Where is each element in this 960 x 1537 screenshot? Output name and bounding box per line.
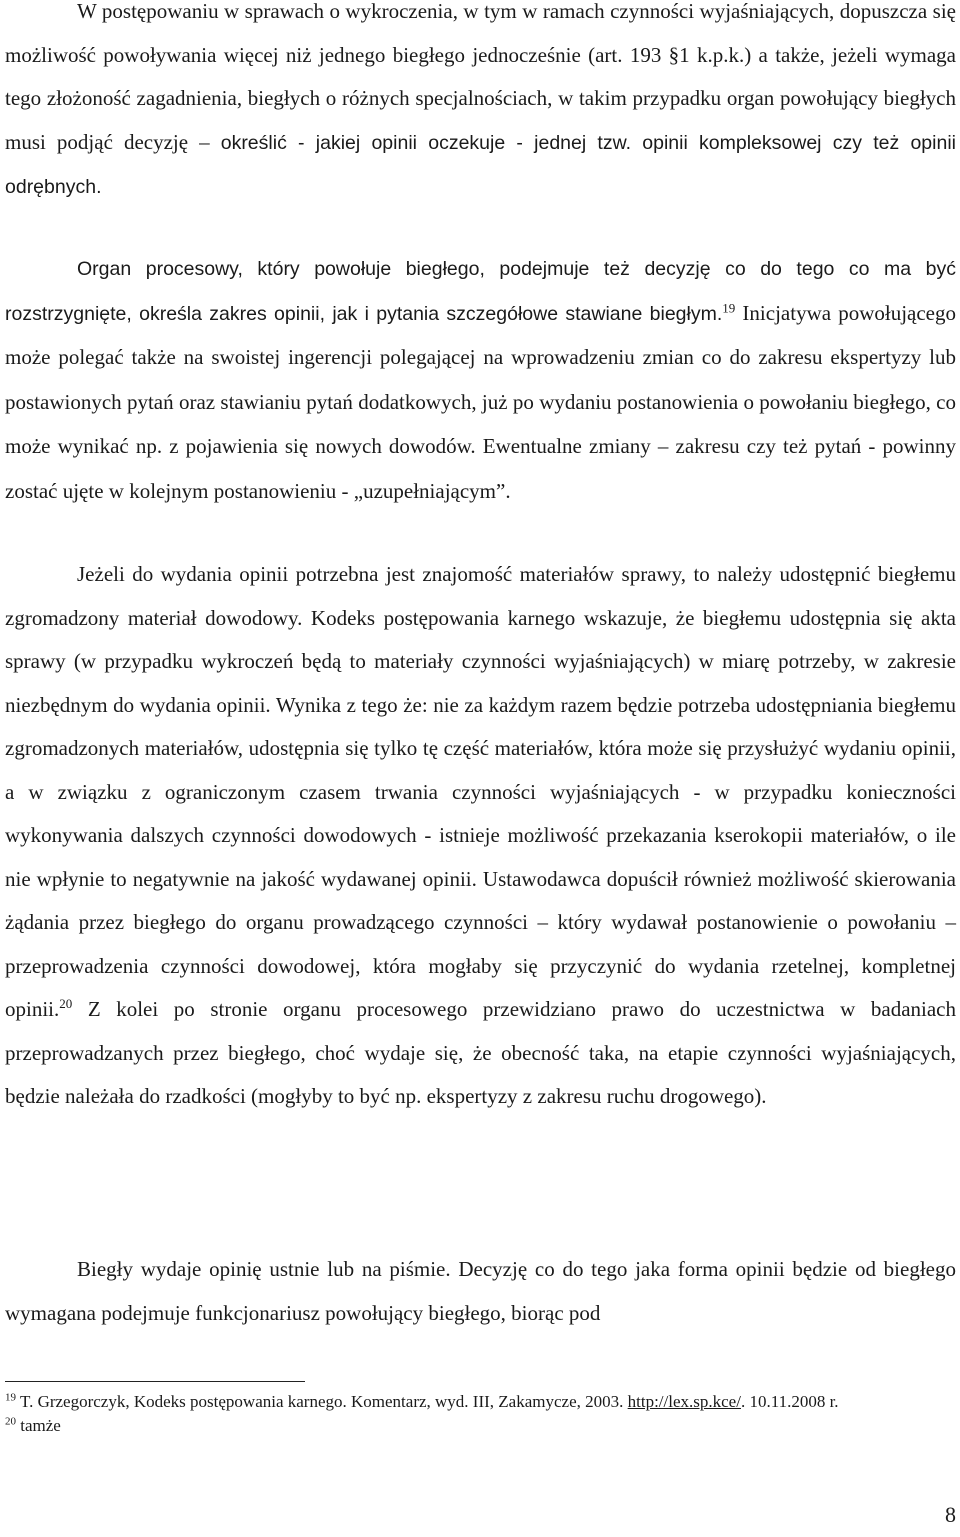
paragraph-1-text-a: W postępowaniu w sprawach o wykroczenia, w tym w ramach czynności wyjaśniających, dopuszcza się możliwość powoływania więcej niż jednego biegłego jednocześnie (art. 193 §1 k.p.k.) a także, jeżeli wymaga tego złożoność zagadnienia, biegłych o różnych specjalnościach, w takim przypadku organ powołujący biegłych musi podjąć decyzję –: [5, 0, 956, 154]
footnote-ref-20[interactable]: 20: [59, 996, 73, 1011]
footnote-19-text: T. Grzegorczyk, Kodeks postępowania karnego. Komentarz, wyd. III, Zakamycze, 2003.: [16, 1392, 628, 1411]
paragraph-3-text-b: Z kolei po stronie organu procesowego przewidziano prawo do uczestnictwa w badaniach przeprowadzanych przez biegłego, choć wydaje się, że obecność taka, na etapie czynności wyjaśniających, będzie należała do rzadkości (mogłyby to być np. ekspertyzy z zakresu ruchu drogowego).: [5, 997, 956, 1108]
paragraph-2: [5, 248, 956, 514]
footnote-19-link[interactable]: http://lex.sp.kce/: [627, 1392, 741, 1411]
footnote-ref-19[interactable]: 19: [722, 300, 736, 315]
paragraph-1: [5, 0, 956, 210]
paragraph-4: [5, 1248, 956, 1335]
paragraph-1-text-b: określić - jakiej opinii oczekuje - jednej tzw. opinii kompleksowej czy też opinii odrębnych.: [5, 131, 956, 198]
paragraph-4-text-a: Biegły wydaje opinię ustnie lub na piśmie. Decyzję co do tego jaka forma opinii będzie od biegłego wymagana podejmuje funkcjonariusz powołujący biegłego, biorąc pod: [5, 1257, 956, 1325]
footnote-separator: [5, 1381, 305, 1382]
footnote-19-date: . 10.11.2008 r.: [740, 1392, 839, 1411]
footnote-20: [5, 1414, 956, 1438]
footnote-19-number: 19: [5, 1391, 16, 1404]
paragraph-3: [5, 553, 956, 1119]
paragraph-2-text-a: Organ procesowy, który powołuje biegłego, podejmuje też decyzję co do tego co ma być rozstrzygnięte, określa zakres opinii, jak i pytania szczegółowe stawiane biegłym.: [5, 258, 956, 325]
paragraph-3-text-a: Jeżeli do wydania opinii potrzebna jest znajomość materiałów sprawy, to należy udostępnić biegłemu zgromadzony materiał dowodowy. Kodeks postępowania karnego wskazuje, że biegłemu udostępnia się akta sprawy (w przypadku wykroczeń będą to materiały czynności wyjaśniających) w miarę potrzeby, w zakresie niezbędnym do wydania opinii. Wynika z tego że: nie za każdym razem będzie potrzeba udostępniania biegłemu zgromadzonych materiałów, udostępnia się tylko tę część materiałów, która może się przysłużyć wydaniu opinii, a w związku z ograniczonym czasem trwania czynności wyjaśniających - w przypadku konieczności wykonywania dalszych czynności dowodowych - istnieje możliwość przekazania kserokopii materiałów, o ile nie wpłynie to negatywnie na jakość wydawanej opinii. Ustawodawca dopuścił również możliwość skierowania żądania przez biegłego do organu prowadzącego czynności – który wydawał postanowienie o powołaniu – przeprowadzenia czynności dowodowej, która mogłaby się przyczynić do wydania rzetelnej, kompletnej opinii.: [5, 562, 956, 1021]
footnote-19: [5, 1390, 956, 1414]
footnote-20-number: 20: [5, 1415, 16, 1428]
page-number: 8: [945, 1502, 956, 1527]
footnote-20-text: tamże: [16, 1416, 61, 1435]
paragraph-2-text-b: Inicjatywa powołującego może polegać także na swoistej ingerencji polegającej na wprowadzeniu zmian co do zakresu ekspertyzy lub postawionych pytań oraz stawianiu pytań dodatkowych, już po wydaniu postanowienia o powołaniu biegłego, co może wynikać np. z pojawienia się nowych dowodów. Ewentualne zmiany – zakresu czy też pytań - powinny zostać ujęte w kolejnym postanowieniu - „uzupełniającym”.: [5, 300, 957, 503]
footnotes: [5, 1390, 956, 1438]
